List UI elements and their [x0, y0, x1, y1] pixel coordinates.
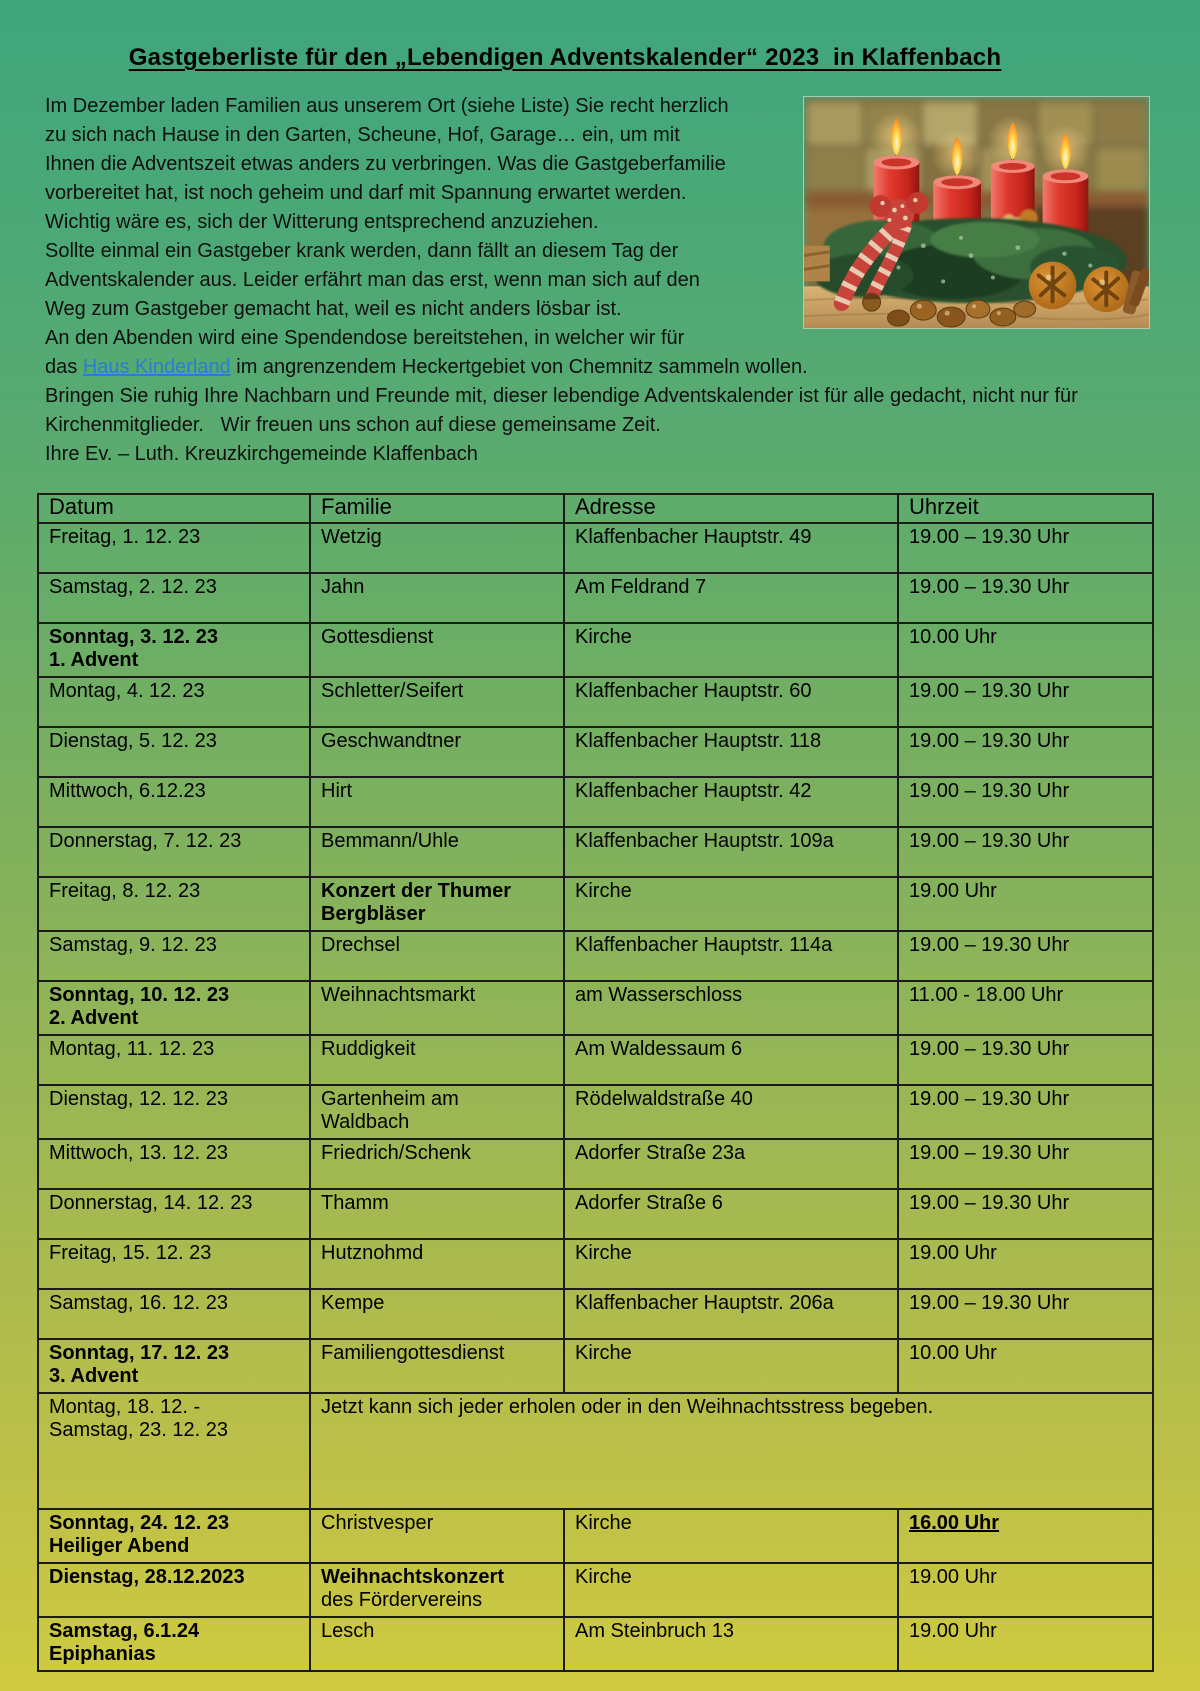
cell-adresse: Kirche	[564, 1339, 898, 1393]
cell-adresse: Am Waldessaum 6	[564, 1035, 898, 1085]
cell-familie: Ruddigkeit	[310, 1035, 564, 1085]
intro-text: Kirchenmitglieder. Wir freuen uns schon auf diese gemeinsame Zeit.	[45, 414, 661, 436]
table-row	[38, 777, 1153, 827]
table-row	[38, 1509, 1153, 1563]
cell-adresse: Kirche	[564, 1509, 898, 1563]
intro-line	[45, 411, 1175, 440]
column-header-uhrzeit: Uhrzeit	[898, 494, 1153, 523]
haus-kinderland-link[interactable]: Haus Kinderland	[82, 356, 231, 378]
cell-uhrzeit: 19.00 Uhr	[898, 1617, 1153, 1671]
table-row	[38, 727, 1153, 777]
cell-adresse: Klaffenbacher Hauptstr. 60	[564, 677, 898, 727]
cell-familie: Wetzig	[310, 523, 564, 573]
cell-datum: Montag, 18. 12. - Samstag, 23. 12. 23	[38, 1393, 310, 1509]
cell-uhrzeit: 10.00 Uhr	[898, 623, 1153, 677]
table-row	[38, 1139, 1153, 1189]
parcel	[804, 246, 830, 282]
intro-text: Adventskalender aus. Leider erfährt man das erst, wenn man sich auf den	[45, 269, 700, 291]
intro-text: Weg zum Gastgeber gemacht hat, weil es nicht anders lösbar ist.	[45, 298, 622, 320]
cell-datum: Mittwoch, 6.12.23	[38, 777, 310, 827]
intro-text: Bringen Sie ruhig Ihre Nachbarn und Freunde mit, dieser lebendige Adventskalender ist für alle gedacht, nicht nur für	[45, 385, 1078, 407]
cell-adresse: Kirche	[564, 623, 898, 677]
column-header-adresse: Adresse	[564, 494, 898, 523]
cell-adresse: Klaffenbacher Hauptstr. 109a	[564, 827, 898, 877]
cell-adresse: am Wasserschloss	[564, 981, 898, 1035]
cell-datum: Sonntag, 3. 12. 23 1. Advent	[38, 623, 310, 677]
intro-text: Im Dezember laden Familien aus unserem Ort (siehe Liste) Sie recht herzlich	[45, 95, 729, 117]
cell-uhrzeit: 10.00 Uhr	[898, 1339, 1153, 1393]
cell-datum: Freitag, 1. 12. 23	[38, 523, 310, 573]
cell-uhrzeit: 19.00 – 19.30 Uhr	[898, 1189, 1153, 1239]
table-row	[38, 1239, 1153, 1289]
table-header-row	[38, 494, 1153, 523]
cell-datum: Samstag, 2. 12. 23	[38, 573, 310, 623]
table-row	[38, 1189, 1153, 1239]
intro-text: Ihnen die Adventszeit etwas anders zu verbringen. Was die Gastgeberfamilie	[45, 153, 726, 175]
cell-datum: Sonntag, 17. 12. 23 3. Advent	[38, 1339, 310, 1393]
cell-familie: Drechsel	[310, 931, 564, 981]
table-row	[38, 1393, 1153, 1509]
cell-uhrzeit: 19.00 – 19.30 Uhr	[898, 1035, 1153, 1085]
cell-uhrzeit: 19.00 Uhr	[898, 1239, 1153, 1289]
table-row	[38, 877, 1153, 931]
cell-uhrzeit: 16.00 Uhr	[898, 1509, 1153, 1563]
cell-datum: Montag, 4. 12. 23	[38, 677, 310, 727]
cell-datum: Samstag, 6.1.24 Epiphanias	[38, 1617, 310, 1671]
cell-adresse: Klaffenbacher Hauptstr. 206a	[564, 1289, 898, 1339]
cell-familie: Christvesper	[310, 1509, 564, 1563]
column-header-datum: Datum	[38, 494, 310, 523]
table-row	[38, 677, 1153, 727]
cell-uhrzeit: 19.00 – 19.30 Uhr	[898, 727, 1153, 777]
cell-familie: Kempe	[310, 1289, 564, 1339]
intro-line	[45, 353, 1175, 382]
cell-familie: Friedrich/Schenk	[310, 1139, 564, 1189]
cell-familie: Thamm	[310, 1189, 564, 1239]
cell-datum: Dienstag, 12. 12. 23	[38, 1085, 310, 1139]
cell-uhrzeit: 19.00 – 19.30 Uhr	[898, 1289, 1153, 1339]
cell-datum: Mittwoch, 13. 12. 23	[38, 1139, 310, 1189]
cell-datum: Freitag, 15. 12. 23	[38, 1239, 310, 1289]
cell-uhrzeit: 19.00 – 19.30 Uhr	[898, 573, 1153, 623]
intro-text: zu sich nach Hause in den Garten, Scheune, Hof, Garage… ein, um mit	[45, 124, 680, 146]
cell-familie: Hutznohmd	[310, 1239, 564, 1289]
cell-datum: Samstag, 16. 12. 23	[38, 1289, 310, 1339]
cell-familie: Bemmann/Uhle	[310, 827, 564, 877]
cell-uhrzeit: 19.00 – 19.30 Uhr	[898, 1139, 1153, 1189]
cell-uhrzeit: 19.00 – 19.30 Uhr	[898, 827, 1153, 877]
cell-adresse: Klaffenbacher Hauptstr. 118	[564, 727, 898, 777]
cell-familie: Gartenheim am Waldbach	[310, 1085, 564, 1139]
table-row	[38, 573, 1153, 623]
intro-text: Sollte einmal ein Gastgeber krank werden, dann fällt an diesem Tag der	[45, 240, 679, 262]
intro-text: Ihre Ev. – Luth. Kreuzkirchgemeinde Klaffenbach	[45, 443, 478, 465]
cell-adresse: Klaffenbacher Hauptstr. 42	[564, 777, 898, 827]
cell-adresse: Am Steinbruch 13	[564, 1617, 898, 1671]
page-title: Gastgeberliste für den „Lebendigen Adventskalender“ 2023 in Klaffenbach	[128, 44, 1002, 71]
cell-familie: Hirt	[310, 777, 564, 827]
table-row	[38, 1289, 1153, 1339]
table-row	[38, 1035, 1153, 1085]
cell-uhrzeit: 19.00 – 19.30 Uhr	[898, 777, 1153, 827]
cell-adresse: Klaffenbacher Hauptstr. 114a	[564, 931, 898, 981]
cell-familie: Gottesdienst	[310, 623, 564, 677]
cell-datum: Donnerstag, 14. 12. 23	[38, 1189, 310, 1239]
cell-familie: Weihnachtskonzert des Fördervereins	[310, 1563, 564, 1617]
cell-datum: Sonntag, 24. 12. 23 Heiliger Abend	[38, 1509, 310, 1563]
cell-uhrzeit: 19.00 – 19.30 Uhr	[898, 677, 1153, 727]
cell-familie: Familiengottesdienst	[310, 1339, 564, 1393]
table-row	[38, 523, 1153, 573]
intro-line	[45, 440, 1175, 469]
cell-uhrzeit: 19.00 Uhr	[898, 1563, 1153, 1617]
host-table	[37, 493, 1154, 1672]
table-row	[38, 1617, 1153, 1671]
cell-adresse: Rödelwaldstraße 40	[564, 1085, 898, 1139]
table-row	[38, 623, 1153, 677]
intro-text: vorbereitet hat, ist noch geheim und darf mit Spannung erwartet werden.	[45, 182, 687, 204]
intro-text: das	[45, 356, 83, 378]
cell-note-merged: Jetzt kann sich jeder erholen oder in den Weihnachtsstress begeben.	[310, 1393, 1153, 1509]
table-row	[38, 931, 1153, 981]
intro-text: im angrenzendem Heckertgebiet von Chemnitz sammeln wollen.	[230, 356, 808, 378]
cell-familie: Geschwandtner	[310, 727, 564, 777]
cell-datum: Sonntag, 10. 12. 23 2. Advent	[38, 981, 310, 1035]
cell-datum: Dienstag, 5. 12. 23	[38, 727, 310, 777]
cell-adresse: Kirche	[564, 877, 898, 931]
table-row	[38, 827, 1153, 877]
host-table-body	[38, 523, 1153, 1671]
table-row	[38, 981, 1153, 1035]
intro-text: An den Abenden wird eine Spendendose bereitstehen, in welcher wir für	[45, 327, 685, 349]
cell-datum: Freitag, 8. 12. 23	[38, 877, 310, 931]
column-header-familie: Familie	[310, 494, 564, 523]
cell-uhrzeit: 19.00 Uhr	[898, 877, 1153, 931]
cell-uhrzeit: 19.00 – 19.30 Uhr	[898, 931, 1153, 981]
cell-familie: Schletter/Seifert	[310, 677, 564, 727]
cell-datum: Donnerstag, 7. 12. 23	[38, 827, 310, 877]
cell-adresse: Kirche	[564, 1239, 898, 1289]
advent-wreath-illustration	[804, 97, 1149, 328]
cell-adresse: Kirche	[564, 1563, 898, 1617]
table-row	[38, 1085, 1153, 1139]
cell-adresse: Adorfer Straße 6	[564, 1189, 898, 1239]
cell-uhrzeit: 19.00 – 19.30 Uhr	[898, 1085, 1153, 1139]
cell-datum: Samstag, 9. 12. 23	[38, 931, 310, 981]
intro-text: Wichtig wäre es, sich der Witterung entsprechend anzuziehen.	[45, 211, 599, 233]
cell-adresse: Klaffenbacher Hauptstr. 49	[564, 523, 898, 573]
cell-adresse: Am Feldrand 7	[564, 573, 898, 623]
cell-adresse: Adorfer Straße 23a	[564, 1139, 898, 1189]
cell-datum: Dienstag, 28.12.2023	[38, 1563, 310, 1617]
cell-datum: Montag, 11. 12. 23	[38, 1035, 310, 1085]
cell-familie: Weihnachtsmarkt	[310, 981, 564, 1035]
advent-wreath-photo	[803, 96, 1150, 329]
cell-familie: Lesch	[310, 1617, 564, 1671]
table-row	[38, 1563, 1153, 1617]
table-row	[38, 1339, 1153, 1393]
cell-uhrzeit: 11.00 - 18.00 Uhr	[898, 981, 1153, 1035]
intro-line	[45, 382, 1175, 411]
cell-familie: Jahn	[310, 573, 564, 623]
cell-familie: Konzert der Thumer Bergbläser	[310, 877, 564, 931]
cell-uhrzeit: 19.00 – 19.30 Uhr	[898, 523, 1153, 573]
